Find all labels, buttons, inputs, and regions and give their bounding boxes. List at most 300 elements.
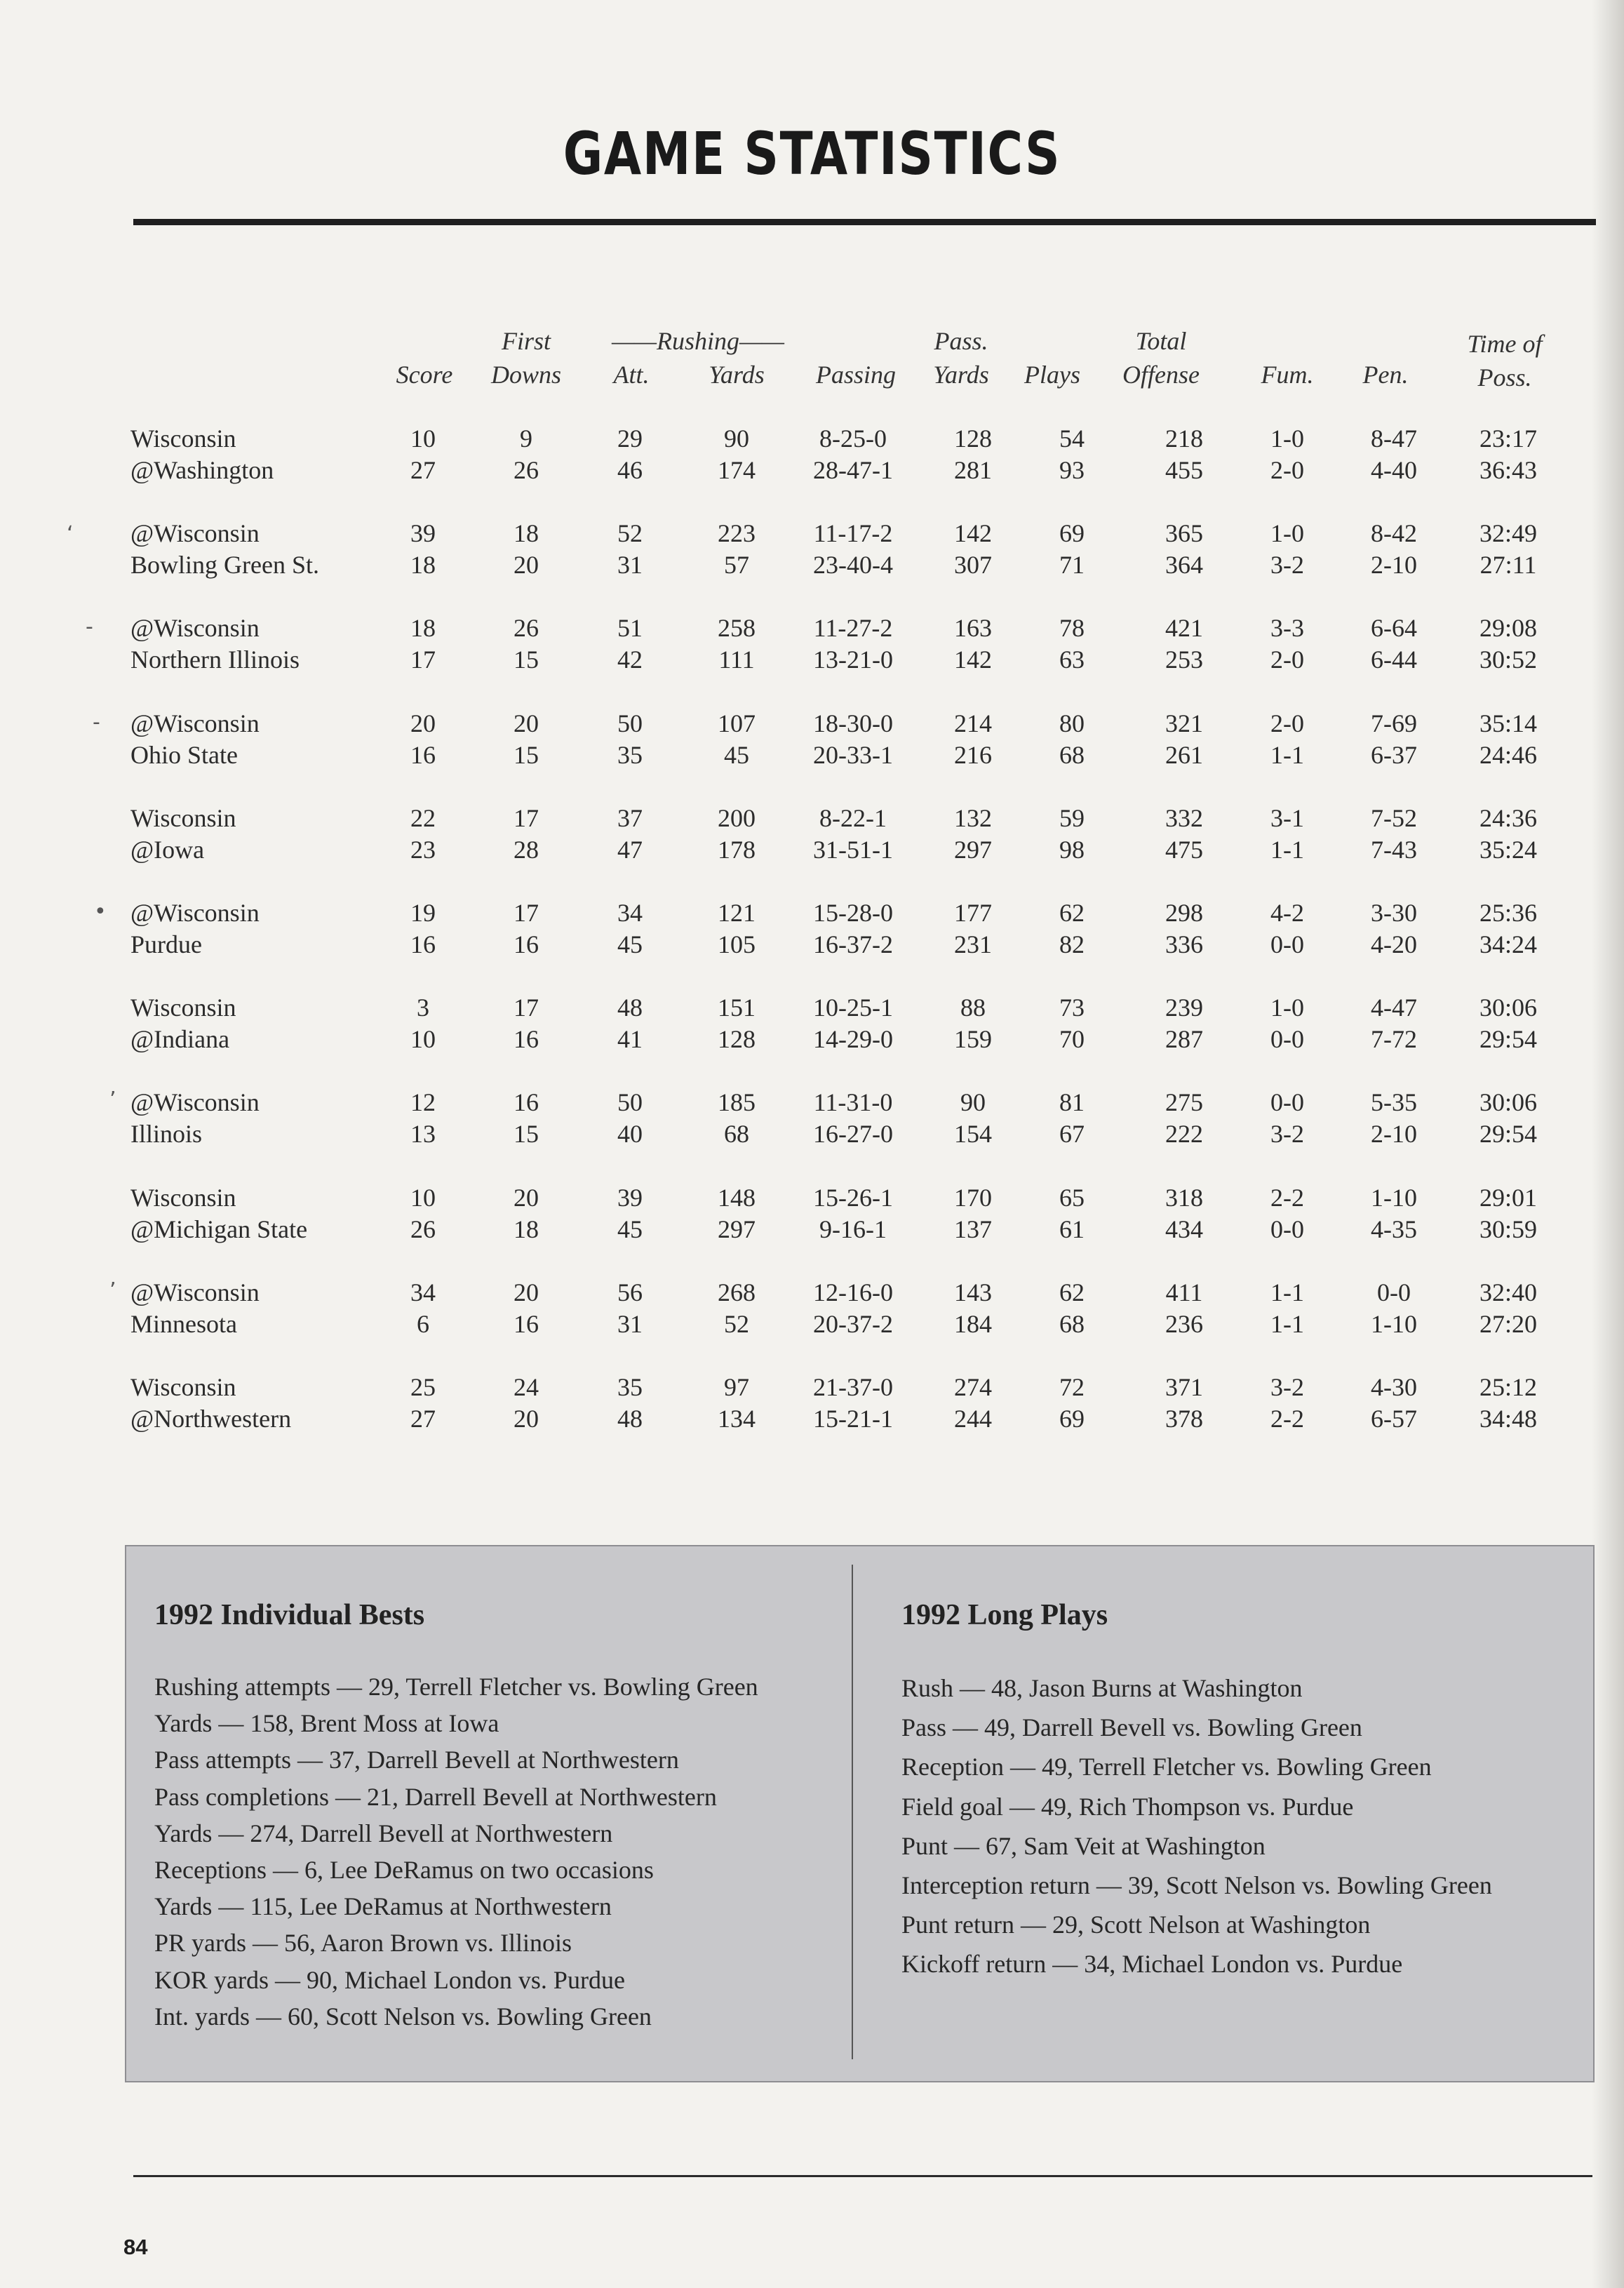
individual-bests-title: 1992 Individual Bests	[154, 1599, 425, 1631]
time-of-possession-cell: 30:06	[1479, 994, 1537, 1022]
long-play-item: Punt — 67, Sam Veit at Washington	[901, 1831, 1266, 1860]
table-row	[0, 834, 1624, 866]
team-name-cell: @Wisconsin	[130, 899, 260, 927]
header-penalties-label: Pen.	[1362, 361, 1409, 389]
rush-att-cell: 40	[617, 1120, 643, 1149]
penalties-cell: 8-47	[1371, 424, 1417, 453]
header-passing	[807, 358, 905, 392]
table-row	[0, 454, 1624, 486]
time-of-possession-cell: 35:24	[1479, 835, 1537, 864]
table-row	[0, 1182, 1624, 1214]
fumbles-cell: 0-0	[1270, 1025, 1304, 1054]
team-name-cell: @Wisconsin	[130, 1278, 260, 1306]
time-of-possession-cell: 27:20	[1479, 1309, 1537, 1338]
fumbles-cell: 3-3	[1270, 614, 1304, 643]
table-row	[0, 549, 1624, 581]
penalties-cell: 2-10	[1371, 551, 1417, 580]
passing-cell: 11-27-2	[813, 614, 893, 643]
pass-yards-cell: 214	[954, 709, 992, 737]
score-cell: 17	[410, 645, 436, 674]
score-cell: 39	[410, 519, 436, 548]
pass-yards-cell: 142	[954, 519, 992, 548]
pass-yards-cell: 281	[954, 456, 992, 484]
header-first-downs-line1: First	[501, 327, 551, 355]
passing-cell: 13-21-0	[813, 645, 893, 674]
plays-cell: 54	[1059, 424, 1085, 453]
fumbles-cell: 1-1	[1270, 835, 1304, 864]
total-offense-cell: 222	[1165, 1120, 1203, 1149]
margin-tick-mark: •	[94, 899, 107, 924]
pass-yards-cell: 90	[960, 1088, 986, 1117]
table-row	[0, 1118, 1624, 1150]
first-downs-cell: 20	[514, 551, 539, 580]
team-name-cell: @Wisconsin	[130, 1088, 260, 1117]
plays-cell: 71	[1059, 551, 1085, 580]
rush-att-cell: 52	[617, 519, 643, 548]
rush-att-cell: 46	[617, 456, 643, 484]
header-time-of-possession-line2: Poss.	[1477, 363, 1532, 392]
total-offense-cell: 364	[1165, 551, 1203, 580]
header-pass-yards-line1: Pass.	[934, 327, 988, 355]
score-cell: 19	[410, 899, 436, 927]
rush-yards-cell: 151	[718, 994, 756, 1022]
individual-best-item: PR yards — 56, Aaron Brown vs. Illinois	[154, 1929, 572, 1958]
table-row	[0, 643, 1624, 676]
team-name-cell: @Northwestern	[130, 1405, 292, 1433]
rush-yards-cell: 148	[718, 1183, 756, 1212]
total-offense-cell: 455	[1165, 456, 1203, 484]
total-offense-cell: 287	[1165, 1025, 1203, 1054]
passing-cell: 16-27-0	[813, 1120, 893, 1149]
long-play-item: Reception — 49, Terrell Fletcher vs. Bowling Green	[901, 1753, 1432, 1781]
score-cell: 16	[410, 930, 436, 958]
plays-cell: 65	[1059, 1183, 1085, 1212]
first-downs-cell: 20	[514, 1183, 539, 1212]
penalties-cell: 7-52	[1371, 803, 1417, 832]
total-offense-cell: 336	[1165, 930, 1203, 958]
score-cell: 12	[410, 1088, 436, 1117]
score-cell: 13	[410, 1120, 436, 1149]
team-name-cell: @Wisconsin	[130, 709, 260, 737]
fumbles-cell: 2-2	[1270, 1405, 1304, 1433]
time-of-possession-cell: 29:54	[1479, 1025, 1537, 1054]
rush-att-cell: 31	[617, 551, 643, 580]
fumbles-cell: 2-0	[1270, 709, 1304, 737]
score-cell: 18	[410, 551, 436, 580]
pass-yards-cell: 128	[954, 424, 992, 453]
pass-yards-cell: 142	[954, 645, 992, 674]
fumbles-cell: 0-0	[1270, 1215, 1304, 1243]
fumbles-cell: 2-0	[1270, 456, 1304, 484]
passing-cell: 15-28-0	[813, 899, 893, 927]
passing-cell: 18-30-0	[813, 709, 893, 737]
header-pass-yards	[919, 324, 1003, 392]
rush-yards-cell: 185	[718, 1088, 756, 1117]
score-cell: 10	[410, 1025, 436, 1054]
first-downs-cell: 15	[514, 740, 539, 769]
time-of-possession-cell: 25:12	[1479, 1373, 1537, 1401]
plays-cell: 72	[1059, 1373, 1085, 1401]
penalties-cell: 6-57	[1371, 1405, 1417, 1433]
penalties-cell: 3-30	[1371, 899, 1417, 927]
rush-yards-cell: 45	[724, 740, 749, 769]
header-fumbles-label: Fum.	[1261, 361, 1314, 389]
long-play-item: Punt return — 29, Scott Nelson at Washington	[901, 1911, 1371, 1939]
first-downs-cell: 18	[514, 1215, 539, 1243]
score-cell: 27	[410, 456, 436, 484]
plays-cell: 62	[1059, 899, 1085, 927]
plays-cell: 93	[1059, 456, 1085, 484]
header-total-offense-line2: Offense	[1122, 361, 1200, 389]
pass-yards-cell: 274	[954, 1373, 992, 1401]
total-offense-cell: 218	[1165, 424, 1203, 453]
fumbles-cell: 1-1	[1270, 1278, 1304, 1306]
panel-divider	[852, 1565, 853, 2059]
total-offense-cell: 411	[1165, 1278, 1203, 1306]
plays-cell: 82	[1059, 930, 1085, 958]
margin-tick-mark: -	[93, 710, 100, 735]
header-passing-label: Passing	[815, 361, 896, 389]
team-name-cell: @Wisconsin	[130, 519, 260, 548]
rush-att-cell: 31	[617, 1309, 643, 1338]
rush-att-cell: 45	[617, 1215, 643, 1243]
fumbles-cell: 3-2	[1270, 551, 1304, 580]
passing-cell: 10-25-1	[813, 994, 893, 1022]
fumbles-cell: 2-0	[1270, 645, 1304, 674]
passing-cell: 20-33-1	[813, 740, 893, 769]
penalties-cell: 7-72	[1371, 1025, 1417, 1054]
individual-best-item: Rushing attempts — 29, Terrell Fletcher vs. Bowling Green	[154, 1673, 758, 1701]
plays-cell: 69	[1059, 1405, 1085, 1433]
team-name-cell: Wisconsin	[130, 1373, 236, 1401]
time-of-possession-cell: 27:11	[1479, 551, 1537, 580]
penalties-cell: 4-30	[1371, 1373, 1417, 1401]
plays-cell: 78	[1059, 614, 1085, 643]
first-downs-cell: 20	[514, 1278, 539, 1306]
score-cell: 18	[410, 614, 436, 643]
plays-cell: 59	[1059, 803, 1085, 832]
score-cell: 25	[410, 1373, 436, 1401]
first-downs-cell: 18	[514, 519, 539, 548]
total-offense-cell: 261	[1165, 740, 1203, 769]
passing-cell: 21-37-0	[813, 1373, 893, 1401]
time-of-possession-cell: 36:43	[1479, 456, 1537, 484]
team-name-cell: Illinois	[130, 1120, 203, 1149]
passing-cell: 31-51-1	[813, 835, 893, 864]
score-cell: 23	[410, 835, 436, 864]
penalties-cell: 4-20	[1371, 930, 1417, 958]
rush-yards-cell: 111	[718, 645, 755, 674]
team-name-cell: Northern Illinois	[130, 645, 300, 674]
fumbles-cell: 0-0	[1270, 1088, 1304, 1117]
score-cell: 10	[410, 1183, 436, 1212]
first-downs-cell: 26	[514, 456, 539, 484]
total-offense-cell: 236	[1165, 1309, 1203, 1338]
rush-yards-cell: 107	[718, 709, 756, 737]
long-play-item: Pass — 49, Darrell Bevell vs. Bowling Green	[901, 1713, 1362, 1742]
fumbles-cell: 3-1	[1270, 803, 1304, 832]
header-fumbles	[1249, 358, 1326, 392]
header-first-downs-line2: Downs	[490, 361, 562, 389]
score-cell: 27	[410, 1405, 436, 1433]
margin-tick-mark: ’	[109, 1278, 116, 1303]
header-plays-label: Plays	[1024, 361, 1080, 389]
passing-cell: 28-47-1	[813, 456, 893, 484]
first-downs-cell: 16	[514, 930, 539, 958]
header-rushing-group: ——Rushing——	[611, 327, 785, 355]
penalties-cell: 6-37	[1371, 740, 1417, 769]
penalties-cell: 4-47	[1371, 994, 1417, 1022]
team-name-cell: Wisconsin	[130, 803, 236, 832]
rush-yards-cell: 134	[718, 1405, 756, 1433]
penalties-cell: 6-44	[1371, 645, 1417, 674]
table-row	[0, 991, 1624, 1024]
table-row	[0, 612, 1624, 644]
team-name-cell: @Wisconsin	[130, 614, 260, 643]
team-name-cell: @Indiana	[130, 1025, 230, 1054]
score-cell: 34	[410, 1278, 436, 1306]
fumbles-cell: 2-2	[1270, 1183, 1304, 1212]
header-first-downs	[477, 324, 575, 392]
penalties-cell: 1-10	[1371, 1183, 1417, 1212]
total-offense-cell: 239	[1165, 994, 1203, 1022]
fumbles-cell: 1-0	[1270, 994, 1304, 1022]
team-name-cell: Minnesota	[130, 1309, 237, 1338]
first-downs-cell: 20	[514, 709, 539, 737]
pass-yards-cell: 307	[954, 551, 992, 580]
first-downs-cell: 17	[514, 994, 539, 1022]
pass-yards-cell: 231	[954, 930, 992, 958]
time-of-possession-cell: 32:49	[1479, 519, 1537, 548]
total-offense-cell: 275	[1165, 1088, 1203, 1117]
first-downs-cell: 17	[514, 803, 539, 832]
margin-tick-mark: -	[86, 615, 93, 639]
table-row	[0, 1403, 1624, 1435]
rush-yards-cell: 105	[718, 930, 756, 958]
long-play-item: Kickoff return — 34, Michael London vs. Purdue	[901, 1950, 1403, 1979]
team-name-cell: @Michigan State	[130, 1215, 308, 1243]
first-downs-cell: 24	[514, 1373, 539, 1401]
rush-att-cell: 41	[617, 1025, 643, 1054]
score-cell: 10	[410, 424, 436, 453]
team-name-cell: Wisconsin	[130, 424, 236, 453]
rush-yards-cell: 268	[718, 1278, 756, 1306]
penalties-cell: 4-40	[1371, 456, 1417, 484]
table-row	[0, 1023, 1624, 1055]
time-of-possession-cell: 25:36	[1479, 899, 1537, 927]
footer-rule	[133, 2175, 1592, 2177]
rush-yards-cell: 200	[718, 803, 756, 832]
first-downs-cell: 15	[514, 1120, 539, 1149]
header-total-offense-line1: Total	[1135, 327, 1187, 355]
long-plays-title: 1992 Long Plays	[901, 1599, 1108, 1631]
total-offense-cell: 332	[1165, 803, 1203, 832]
penalties-cell: 2-10	[1371, 1120, 1417, 1149]
passing-cell: 8-25-0	[819, 424, 887, 453]
time-of-possession-cell: 23:17	[1479, 424, 1537, 453]
time-of-possession-cell: 30:52	[1479, 645, 1537, 674]
pass-yards-cell: 132	[954, 803, 992, 832]
table-row	[0, 897, 1624, 929]
rush-yards-cell: 174	[718, 456, 756, 484]
rush-yards-cell: 57	[724, 551, 749, 580]
header-rush-yards: Yards	[709, 361, 765, 389]
passing-cell: 16-37-2	[813, 930, 893, 958]
rush-att-cell: 48	[617, 994, 643, 1022]
team-name-cell: Ohio State	[130, 740, 238, 769]
passing-cell: 9-16-1	[819, 1215, 887, 1243]
rush-yards-cell: 97	[724, 1373, 749, 1401]
time-of-possession-cell: 30:59	[1479, 1215, 1537, 1243]
pass-yards-cell: 297	[954, 835, 992, 864]
first-downs-cell: 9	[520, 424, 532, 453]
title-rule	[133, 219, 1596, 225]
table-row	[0, 1086, 1624, 1118]
total-offense-cell: 318	[1165, 1183, 1203, 1212]
individual-best-item: Yards — 115, Lee DeRamus at Northwestern	[154, 1892, 612, 1921]
header-score-label: Score	[396, 361, 453, 389]
passing-cell: 11-31-0	[813, 1088, 893, 1117]
time-of-possession-cell: 29:01	[1479, 1183, 1537, 1212]
plays-cell: 63	[1059, 645, 1085, 674]
rush-att-cell: 50	[617, 1088, 643, 1117]
passing-cell: 14-29-0	[813, 1025, 893, 1054]
rush-att-cell: 45	[617, 930, 643, 958]
individual-best-item: Pass attempts — 37, Darrell Bevell at Northwestern	[154, 1746, 679, 1774]
table-row	[0, 1308, 1624, 1340]
plays-cell: 68	[1059, 1309, 1085, 1338]
rush-yards-cell: 128	[718, 1025, 756, 1054]
time-of-possession-cell: 34:48	[1479, 1405, 1537, 1433]
total-offense-cell: 321	[1165, 709, 1203, 737]
time-of-possession-cell: 29:08	[1479, 614, 1537, 643]
total-offense-cell: 371	[1165, 1373, 1203, 1401]
plays-cell: 98	[1059, 835, 1085, 864]
table-row	[0, 422, 1624, 455]
penalties-cell: 5-35	[1371, 1088, 1417, 1117]
plays-cell: 68	[1059, 740, 1085, 769]
individual-best-item: Yards — 274, Darrell Bevell at Northwestern	[154, 1819, 613, 1847]
fumbles-cell: 1-0	[1270, 424, 1304, 453]
table-row	[0, 928, 1624, 961]
pass-yards-cell: 177	[954, 899, 992, 927]
pass-yards-cell: 216	[954, 740, 992, 769]
pass-yards-cell: 143	[954, 1278, 992, 1306]
pass-yards-cell: 244	[954, 1405, 992, 1433]
plays-cell: 73	[1059, 994, 1085, 1022]
passing-cell: 23-40-4	[813, 551, 893, 580]
total-offense-cell: 421	[1165, 614, 1203, 643]
plays-cell: 70	[1059, 1025, 1085, 1054]
fumbles-cell: 1-1	[1270, 740, 1304, 769]
rush-att-cell: 42	[617, 645, 643, 674]
time-of-possession-cell: 24:36	[1479, 803, 1537, 832]
rush-att-cell: 34	[617, 899, 643, 927]
plays-cell: 61	[1059, 1215, 1085, 1243]
penalties-cell: 4-35	[1371, 1215, 1417, 1243]
rush-att-cell: 51	[617, 614, 643, 643]
total-offense-cell: 378	[1165, 1405, 1203, 1433]
passing-cell: 15-26-1	[813, 1183, 893, 1212]
total-offense-cell: 475	[1165, 835, 1203, 864]
table-row	[0, 802, 1624, 834]
score-cell: 3	[417, 994, 429, 1022]
passing-cell: 15-21-1	[813, 1405, 893, 1433]
margin-tick-mark: ‘	[67, 522, 74, 547]
long-play-item: Rush — 48, Jason Burns at Washington	[901, 1674, 1303, 1702]
team-name-cell: Bowling Green St.	[130, 551, 319, 580]
plays-cell: 80	[1059, 709, 1085, 737]
team-name-cell: @Washington	[130, 456, 274, 484]
header-penalties	[1347, 358, 1424, 392]
rush-yards-cell: 223	[718, 519, 756, 548]
time-of-possession-cell: 35:14	[1479, 709, 1537, 737]
pass-yards-cell: 154	[954, 1120, 992, 1149]
header-rush-att: Att.	[613, 361, 650, 389]
rush-yards-cell: 258	[718, 614, 756, 643]
time-of-possession-cell: 34:24	[1479, 930, 1537, 958]
rush-yards-cell: 68	[724, 1120, 749, 1149]
page-title: GAME STATISTICS	[563, 119, 1061, 188]
rush-att-cell: 35	[617, 1373, 643, 1401]
total-offense-cell: 365	[1165, 519, 1203, 548]
penalties-cell: 1-10	[1371, 1309, 1417, 1338]
header-pass-yards-line2: Yards	[933, 361, 989, 389]
first-downs-cell: 20	[514, 1405, 539, 1433]
pass-yards-cell: 88	[960, 994, 986, 1022]
rush-att-cell: 37	[617, 803, 643, 832]
pass-yards-cell: 170	[954, 1183, 992, 1212]
header-time-of-possession	[1452, 327, 1557, 394]
individual-best-item: Int. yards — 60, Scott Nelson vs. Bowling Green	[154, 2002, 652, 2031]
plays-cell: 67	[1059, 1120, 1085, 1149]
penalties-cell: 7-43	[1371, 835, 1417, 864]
rush-att-cell: 39	[617, 1183, 643, 1212]
plays-cell: 81	[1059, 1088, 1085, 1117]
time-of-possession-cell: 29:54	[1479, 1120, 1537, 1149]
pass-yards-cell: 137	[954, 1215, 992, 1243]
rush-att-cell: 35	[617, 740, 643, 769]
pass-yards-cell: 159	[954, 1025, 992, 1054]
table-row	[0, 1213, 1624, 1245]
score-cell: 20	[410, 709, 436, 737]
passing-cell: 11-17-2	[813, 519, 893, 548]
header-plays	[1017, 358, 1087, 392]
total-offense-cell: 298	[1165, 899, 1203, 927]
margin-tick-mark: ’	[109, 1088, 116, 1112]
rush-att-cell: 29	[617, 424, 643, 453]
first-downs-cell: 28	[514, 835, 539, 864]
first-downs-cell: 26	[514, 614, 539, 643]
individual-best-item: KOR yards — 90, Michael London vs. Purdue	[154, 1965, 625, 1994]
plays-cell: 69	[1059, 519, 1085, 548]
time-of-possession-cell: 30:06	[1479, 1088, 1537, 1117]
table-row	[0, 517, 1624, 549]
passing-cell: 20-37-2	[813, 1309, 893, 1338]
rush-att-cell: 56	[617, 1278, 643, 1306]
penalties-cell: 8-42	[1371, 519, 1417, 548]
page-number: 84	[123, 2235, 148, 2259]
header-time-of-possession-line1: Time of	[1467, 330, 1543, 358]
long-play-item: Interception return — 39, Scott Nelson vs. Bowling Green	[901, 1871, 1492, 1899]
plays-cell: 62	[1059, 1278, 1085, 1306]
time-of-possession-cell: 24:46	[1479, 740, 1537, 769]
rush-att-cell: 48	[617, 1405, 643, 1433]
table-row	[0, 1276, 1624, 1309]
first-downs-cell: 16	[514, 1088, 539, 1117]
rush-yards-cell: 297	[718, 1215, 756, 1243]
team-name-cell: Wisconsin	[130, 994, 236, 1022]
